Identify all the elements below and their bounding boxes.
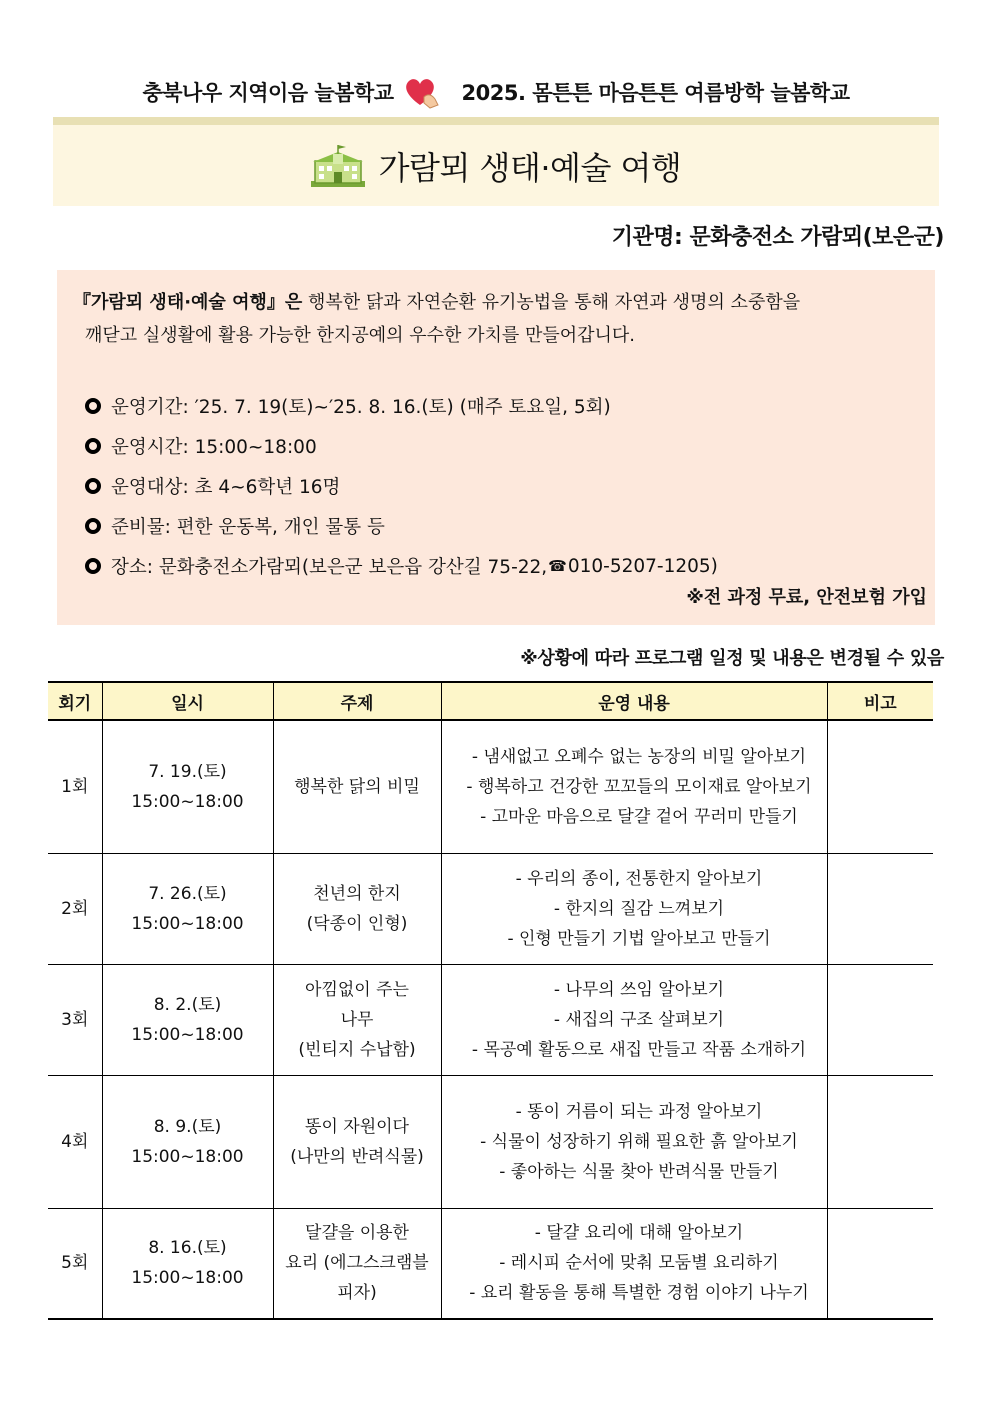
table-row bbox=[48, 1208, 933, 1319]
content-cell: - 냄새없고 오폐수 없는 농장의 비밀 알아보기 - 행복하고 건강한 꼬꼬들의 모이재료 알아보기 - 고마운 마음으로 달걀 겉어 꾸러미 만들기 bbox=[441, 720, 827, 853]
school-building-icon bbox=[311, 145, 365, 187]
place-phone: 010-5207-1205) bbox=[567, 555, 718, 577]
content-cell: - 나무의 쓰임 알아보기 - 새집의 구조 살펴보기 - 목공예 활동으로 새집 만들고 작품 소개하기 bbox=[441, 964, 827, 1075]
topic-cell: 달걀을 이용한 요리 (에그스크램블 피자) bbox=[273, 1208, 441, 1319]
free-note: ※전 과정 무료, 안전보험 가입 bbox=[686, 587, 927, 608]
note-cell bbox=[827, 1075, 933, 1208]
session-cell: 3회 bbox=[48, 964, 102, 1075]
intro-line2: 깨닫고 실생활에 활용 가능한 한지공예의 우수한 가치를 만들어갑니다. bbox=[85, 325, 636, 346]
info-item-period bbox=[73, 386, 927, 426]
header-right-text: 2025. 몸튼튼 마음튼튼 여름방학 늘봄학교 bbox=[461, 81, 850, 105]
header-left-text: 충북나우 지역이음 늘봄학교 bbox=[142, 81, 394, 105]
date-cell: 7. 26.(토) 15:00~18:00 bbox=[102, 853, 273, 964]
time-text: 운영시간: 15:00~18:00 bbox=[111, 437, 317, 458]
table-row bbox=[48, 964, 933, 1075]
schedule-table bbox=[48, 681, 933, 1320]
phone-icon: ☎ bbox=[548, 557, 567, 575]
topic-cell: 천년의 한지 (닥종이 인형) bbox=[273, 853, 441, 964]
table-row bbox=[48, 1075, 933, 1208]
info-item-target bbox=[73, 466, 927, 506]
note-cell bbox=[827, 1208, 933, 1319]
note-cell bbox=[827, 964, 933, 1075]
intro-line1: 행복한 닭과 자연순환 유기농법을 통해 자연과 생명의 소중함을 bbox=[302, 292, 801, 313]
circle-bullet-icon bbox=[85, 478, 101, 494]
note-cell bbox=[827, 853, 933, 964]
date-cell: 8. 16.(토) 15:00~18:00 bbox=[102, 1208, 273, 1319]
content-cell: - 달걀 요리에 대해 알아보기 - 레시피 순서에 맞춰 모둠별 요리하기 - 요리 활동을 통해 특별한 경험 이야기 나누기 bbox=[441, 1208, 827, 1319]
program-header bbox=[0, 72, 992, 112]
header-session: 회기 bbox=[48, 682, 102, 720]
header-topic: 주제 bbox=[273, 682, 441, 720]
program-info-box bbox=[57, 270, 935, 625]
intro-text bbox=[73, 286, 927, 352]
topic-cell: 아낌없이 주는 나무 (빈티지 수납함) bbox=[273, 964, 441, 1075]
table-row bbox=[48, 720, 933, 853]
note-cell bbox=[827, 720, 933, 853]
circle-bullet-icon bbox=[85, 558, 101, 574]
session-cell: 2회 bbox=[48, 853, 102, 964]
session-cell: 4회 bbox=[48, 1075, 102, 1208]
topic-cell: 똥이 자원이다 (나만의 반려식물) bbox=[273, 1075, 441, 1208]
content-cell: - 우리의 종이, 전통한지 알아보기 - 한지의 질감 느껴보기 - 인형 만들기 기법 알아보고 만들기 bbox=[441, 853, 827, 964]
table-row bbox=[48, 853, 933, 964]
header-date: 일시 bbox=[102, 682, 273, 720]
date-cell: 8. 2.(토) 15:00~18:00 bbox=[102, 964, 273, 1075]
info-item-supplies bbox=[73, 506, 927, 546]
info-list bbox=[73, 386, 927, 586]
session-cell: 5회 bbox=[48, 1208, 102, 1319]
header-note: 비고 bbox=[827, 682, 933, 720]
intro-program-name: 『가람뫼 생태·예술 여행』은 bbox=[73, 292, 303, 313]
date-cell: 8. 9.(토) 15:00~18:00 bbox=[102, 1075, 273, 1208]
supplies-text: 준비물: 편한 운동복, 개인 물통 등 bbox=[111, 517, 385, 538]
circle-bullet-icon bbox=[85, 398, 101, 414]
period-text: 운영기간: ′25. 7. 19(토)~′25. 8. 16.(토) (매주 토요일, 5회) bbox=[111, 397, 611, 418]
heart-hand-icon bbox=[402, 75, 440, 109]
date-cell: 7. 19.(토) 15:00~18:00 bbox=[102, 720, 273, 853]
target-text: 운영대상: 초 4~6학년 16명 bbox=[111, 477, 341, 498]
info-item-place bbox=[73, 546, 927, 586]
circle-bullet-icon bbox=[85, 518, 101, 534]
header-content: 운영 내용 bbox=[441, 682, 827, 720]
organization-name: 기관명: 문화충전소 가람뫼(보은군) bbox=[611, 225, 944, 250]
place-text: 장소: 문화충전소가람뫼(보은군 보은읍 강산길 75-22, bbox=[111, 557, 548, 578]
session-cell: 1회 bbox=[48, 720, 102, 853]
topic-cell: 행복한 닭의 비밀 bbox=[273, 720, 441, 853]
content-cell: - 똥이 거름이 되는 과정 알아보기 - 식물이 성장하기 위해 필요한 흙 알아보기 - 좋아하는 식물 찾아 반려식물 만들기 bbox=[441, 1075, 827, 1208]
title-band bbox=[53, 117, 939, 206]
circle-bullet-icon bbox=[85, 438, 101, 454]
change-note: ※상황에 따라 프로그램 일정 및 내용은 변경될 수 있음 bbox=[520, 648, 944, 669]
info-item-time bbox=[73, 426, 927, 466]
table-header-row bbox=[48, 682, 933, 720]
page-title: 가람뫼 생태·예술 여행 bbox=[378, 148, 682, 187]
